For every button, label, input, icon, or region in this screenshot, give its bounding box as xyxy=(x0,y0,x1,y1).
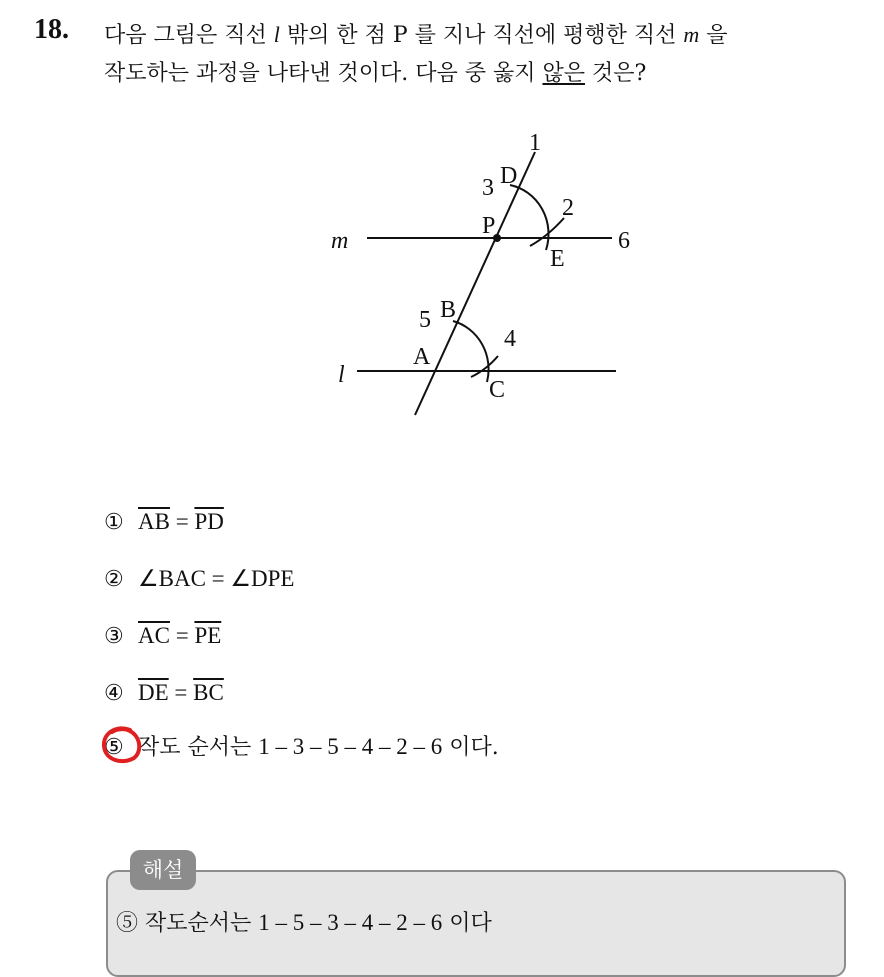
segment-ac: $\overline{AC}$ xyxy=(138,623,170,648)
point-d-label: D xyxy=(500,163,518,189)
segment-de: $\overline{DE}$ xyxy=(138,680,169,705)
step-label-2: 2 xyxy=(562,195,574,221)
explanation-tab: 해설 xyxy=(130,850,196,890)
arc-bc xyxy=(453,321,489,382)
explanation-text-ko: 작도순서는 xyxy=(138,911,259,936)
equals-sign: = xyxy=(168,680,194,705)
step-label-5: 5 xyxy=(419,307,431,333)
point-c-label: C xyxy=(489,377,506,403)
stem-line-m: m xyxy=(683,22,700,47)
stem-line-l: l xyxy=(273,22,280,47)
point-e-label: E xyxy=(550,246,565,272)
choice-1[interactable] xyxy=(104,506,224,538)
arc-c xyxy=(471,356,498,377)
equals-sign: = xyxy=(205,566,231,591)
step-label-3: 3 xyxy=(482,175,494,201)
choice-number: ④ xyxy=(104,681,124,706)
step-label-6: 6 xyxy=(618,228,630,254)
construction-figure xyxy=(0,0,884,460)
segment-bc: $\overline{BC}$ xyxy=(193,680,224,705)
line-m-label: m xyxy=(331,228,349,254)
stem-underlined-word: 않은 xyxy=(542,61,585,86)
answer-circle-mark xyxy=(100,725,144,767)
choice-number: ② xyxy=(104,567,124,592)
segment-ab: $\overline{AB}$ xyxy=(138,509,170,534)
choice-3[interactable] xyxy=(104,620,221,652)
question-number: 18. xyxy=(34,14,69,45)
construction-sequence: 1 – 3 – 5 – 4 – 2 – 6 xyxy=(258,734,443,759)
choice-2[interactable] xyxy=(104,563,294,595)
angle-dpe: ∠DPE xyxy=(230,566,295,591)
angle-bac: ∠BAC xyxy=(138,566,206,591)
choice-4[interactable] xyxy=(104,677,224,709)
point-p-label: P xyxy=(482,213,496,239)
equals-sign: = xyxy=(169,509,195,534)
choice-text-end: 이다. xyxy=(442,735,499,760)
choice-text: 작도 순서는 xyxy=(138,735,259,760)
explanation-text xyxy=(116,907,492,940)
point-b-label: B xyxy=(440,297,457,323)
stem-text: 작도하는 과정을 나타낸 것이다. 다음 중 옳지 xyxy=(104,61,543,86)
segment-pe: $\overline{PE}$ xyxy=(194,623,222,648)
choice-number: ③ xyxy=(104,624,124,649)
explanation-mark: ⑤ xyxy=(116,911,139,936)
explanation-sequence: 1 – 5 – 3 – 4 – 2 – 6 xyxy=(258,910,443,935)
explanation-text-end: 이다 xyxy=(442,911,492,936)
choice-5[interactable] xyxy=(104,731,499,763)
segment-pd: $\overline{PD}$ xyxy=(194,509,224,534)
stem-text: 을 xyxy=(699,23,728,48)
stem-text: 밖의 한 점 P 를 지나 직선에 평행한 직선 xyxy=(279,23,684,48)
choice-number: ⑤ xyxy=(104,735,124,760)
stem-text: 것은? xyxy=(585,61,647,86)
choice-number: ① xyxy=(104,510,124,535)
step-label-4: 4 xyxy=(504,326,516,352)
equals-sign: = xyxy=(169,623,195,648)
point-a-label: A xyxy=(413,344,431,370)
line-l-label: l xyxy=(338,362,345,388)
stem-text: 다음 그림은 직선 xyxy=(104,23,274,48)
step-label-1: 1 xyxy=(529,130,541,156)
